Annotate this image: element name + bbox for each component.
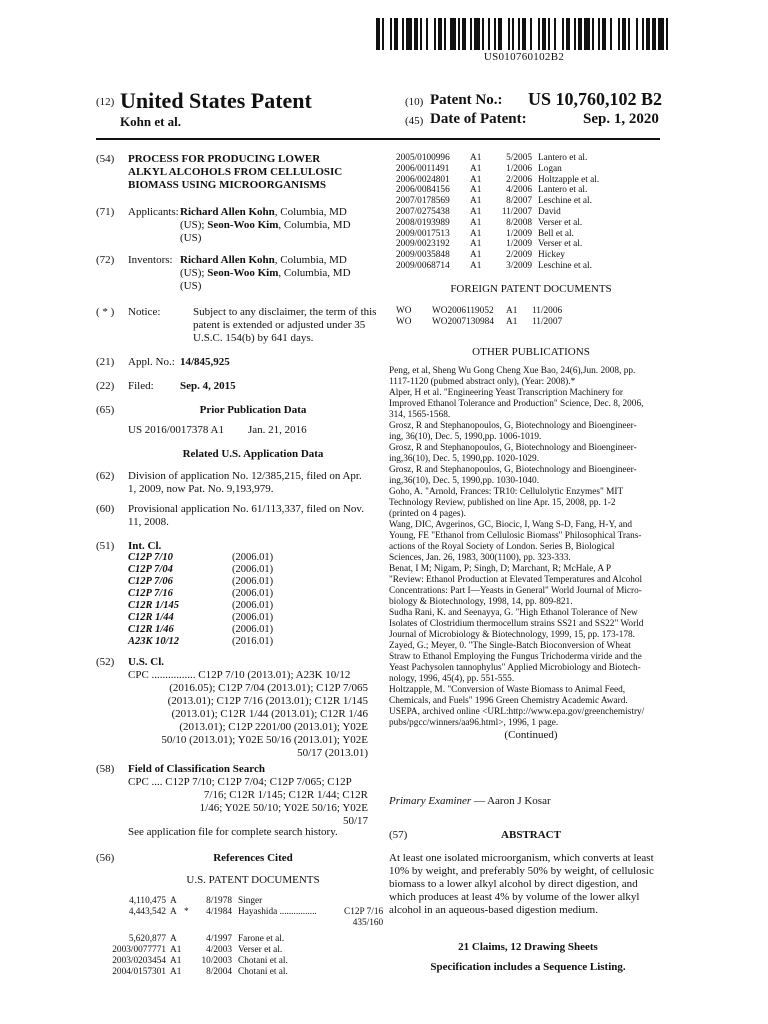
ipc-version: (2006.01) xyxy=(232,576,274,587)
header-rule xyxy=(96,138,660,140)
publication-line: Journal of Microbiology & Biotechnology, 1999, 15, pp. 173-178. xyxy=(389,630,635,640)
publication-line: ing,36(10), Dec. 5, 1990,pp. 1030-1040. xyxy=(389,476,540,486)
abstract-line: At least one isolated microorganism, which converts at least xyxy=(389,852,654,864)
publication-line: ing, 36(10), Dec. 5, 1990,pp. 1006-1019. xyxy=(389,432,542,442)
ipc-row xyxy=(128,612,273,624)
ref-row xyxy=(396,164,599,175)
publication-line: Grosz, R and Stephanopoulos, G, Biotechnology and Bioengineer- xyxy=(389,443,637,453)
notice-line: Subject to any disclaimer, the term of this xyxy=(193,306,377,318)
ref-number: 2008/0193989 xyxy=(396,217,450,228)
abstract-number: (57) xyxy=(389,829,408,841)
ipc-row xyxy=(128,624,273,636)
applicant-name: Richard Allen Kohn xyxy=(180,206,275,218)
ref-class xyxy=(344,967,383,978)
provisional-line: 11, 2008. xyxy=(128,516,169,528)
foreign-date: 11/2006 xyxy=(532,306,563,316)
publication-line: 314, 1565-1568. xyxy=(389,410,451,420)
primary-examiner xyxy=(389,795,551,808)
ref-row xyxy=(396,218,599,229)
publication-entry xyxy=(389,564,669,608)
ref-row xyxy=(96,956,383,967)
uscl-label: U.S. Cl. xyxy=(128,656,165,668)
ref-number: 2009/0068714 xyxy=(396,260,450,271)
ref-row xyxy=(96,896,383,907)
notice-number: ( * ) xyxy=(96,306,115,318)
title-number: (54) xyxy=(96,153,115,165)
publication-line: Alper, H et al. "Engineering Yeast Transcription Machinery for xyxy=(389,388,623,398)
ref-row xyxy=(396,153,599,164)
ref-date: 8/1978 xyxy=(206,896,232,906)
ref-row xyxy=(396,229,599,240)
publication-line: Yeast Pachysolen tannophylus" Applied Microbiology and Biotech- xyxy=(389,663,641,673)
publication-line: Sciences, Jan. 26, 1983, 300(1100), pp. 323-333. xyxy=(389,553,571,563)
ref-star xyxy=(184,945,196,956)
patent-no-label: Patent No.: xyxy=(430,92,503,108)
ref-date: 8/2007 xyxy=(506,196,532,207)
prior-date: Jan. 21, 2016 xyxy=(248,424,307,436)
publication-line: Grosz, R and Stephanopoulos, G, Biotechnology and Bioengineer- xyxy=(389,421,637,431)
publication-line: actions of the Royal Society of London. Series B, Biological xyxy=(389,542,615,552)
inventor-country: (US) xyxy=(180,280,202,292)
publication-line: Concentrations: Part I—Yeasts in General" World Journal of Micro- xyxy=(389,586,642,596)
ref-class xyxy=(344,928,383,945)
publication-line: Zayed, G.; Meyer, 0. "The Single-Batch Bioconversion of Wheat xyxy=(389,641,631,651)
ref-number: 2007/0178569 xyxy=(396,196,450,207)
ref-row xyxy=(96,945,383,956)
ref-number: 2006/0024801 xyxy=(396,174,450,185)
prior-pub: US 2016/0017378 A1 xyxy=(128,424,224,436)
ref-number: 2003/0203454 xyxy=(112,955,166,966)
inventors-label: Inventors: xyxy=(128,254,173,266)
ref-row xyxy=(396,196,599,207)
prior-heading: Prior Publication Data xyxy=(199,404,307,416)
ipc-code: C12R 1/44 xyxy=(128,612,174,623)
ipc-row xyxy=(128,636,273,648)
foreign-date: 11/2007 xyxy=(532,316,563,327)
patent-kind-title: United States Patent xyxy=(120,88,312,113)
appl-value: 14/845,925 xyxy=(180,356,230,368)
ref-kind: A1 xyxy=(470,228,482,239)
ref-kind: A1 xyxy=(170,966,182,977)
ref-class: 435/160 xyxy=(352,917,384,928)
ref-date: 3/2009 xyxy=(506,260,532,271)
ref-name: Chotani et al. xyxy=(238,955,288,966)
barcode-bar xyxy=(668,18,672,50)
ref-date: 2/2009 xyxy=(506,250,532,261)
inventors-value xyxy=(180,254,380,293)
filed-label: Filed: xyxy=(128,380,154,392)
publication-line: Goho, A. "Arnold, Frances: TR10: Cellulolytic Enzymes" MIT xyxy=(389,487,624,497)
ref-row xyxy=(96,907,383,918)
ref-number: 2009/0017513 xyxy=(396,228,450,239)
ref-number xyxy=(96,918,170,929)
ref-date xyxy=(196,918,238,929)
abstract-line: which produces at least 4% by volume of the lower alkyl xyxy=(389,891,640,903)
ref-row xyxy=(396,185,599,196)
ipc-code: A23K 10/12 xyxy=(128,636,180,647)
provisional-number: (60) xyxy=(96,503,115,515)
ref-number: 2006/0084156 xyxy=(396,185,450,196)
filed-value: Sep. 4, 2015 xyxy=(180,380,236,392)
ref-name: Singer xyxy=(238,896,263,906)
ipc-version: (2006.01) xyxy=(232,600,274,611)
publication-entry xyxy=(389,421,669,443)
ipc-row xyxy=(128,588,273,600)
ref-class xyxy=(344,956,383,967)
ref-row xyxy=(396,261,599,272)
field-line: 1/46; Y02E 50/10; Y02E 50/16; Y02E xyxy=(199,802,368,814)
other-publications xyxy=(389,366,669,729)
foreign-row xyxy=(396,317,562,328)
ref-number: 5,620,877 xyxy=(128,934,166,945)
ref-star xyxy=(184,967,196,978)
ipc-code: C12P 7/04 xyxy=(128,564,173,575)
kind-number: (12) xyxy=(96,96,115,108)
invention-title xyxy=(128,153,388,192)
notice-text xyxy=(193,306,383,345)
publication-line: (printed on 4 pages). xyxy=(389,509,466,519)
ref-star xyxy=(184,956,196,967)
ref-class xyxy=(344,896,383,907)
ipc-version: (2006.01) xyxy=(232,612,274,623)
field-number: (58) xyxy=(96,763,115,775)
ref-date: 10/2003 xyxy=(201,955,232,966)
ref-date: 4/2006 xyxy=(506,185,532,196)
publication-line: Young, FE "Ethanol from Cellulosic Biomass" Philosophical Trans- xyxy=(389,531,642,541)
barcode xyxy=(376,18,672,50)
ipc-row xyxy=(128,564,273,576)
foreign-country: WO xyxy=(396,316,412,327)
ref-date: 4/2003 xyxy=(206,945,232,956)
ref-name: Leschine et al. xyxy=(538,260,592,271)
ref-class: C12P 7/16 xyxy=(344,906,384,917)
ref-name: Logan xyxy=(538,163,562,174)
abstract-line: 10% by weight, and preferably 50% by weight, of cellulosic xyxy=(389,865,654,877)
ref-name xyxy=(238,918,344,929)
ref-date: 11/2007 xyxy=(501,206,532,217)
ref-star: * xyxy=(184,906,189,917)
publication-line: 1117-1120 (pubmed abstract only), (Year: 2008).* xyxy=(389,377,576,387)
ref-star xyxy=(184,928,196,945)
ref-kind: A1 xyxy=(470,174,482,185)
ipc-version: (2006.01) xyxy=(232,564,274,575)
ref-kind: A1 xyxy=(470,260,482,271)
abstract-line: biomass to a lower alkyl alcohol by direct digestion, and xyxy=(389,878,638,890)
ref-row xyxy=(396,207,599,218)
publication-entry xyxy=(389,685,669,729)
ref-number: 2005/0100996 xyxy=(396,153,450,163)
ref-number: 4,110,475 xyxy=(129,896,166,906)
ref-name: Hayashida ................ xyxy=(238,906,317,917)
ref-row xyxy=(396,239,599,250)
applicants-number: (71) xyxy=(96,206,115,218)
ipc-code: C12P 7/16 xyxy=(128,588,173,599)
ref-name: Verser et al. xyxy=(538,239,583,250)
ref-kind: A1 xyxy=(470,206,482,217)
ref-star xyxy=(184,896,196,907)
inventor-name: Richard Allen Kohn xyxy=(180,254,275,266)
inventors-number: (72) xyxy=(96,254,115,266)
ref-kind: A1 xyxy=(470,185,482,196)
publication-line: USEPA, archived online <URL:http://www.epa.gov/greenchemistry/ xyxy=(389,707,645,717)
ref-name: Lantero et al. xyxy=(538,153,588,163)
ref-date: 2/2006 xyxy=(506,174,532,185)
provisional-line: Provisional application No. 61/113,337, filed on Nov. xyxy=(128,503,364,515)
notice-line: patent is extended or adjusted under 35 xyxy=(193,319,366,331)
publication-number: US010760102B2 xyxy=(483,51,565,63)
ipc-code: C12R 1/145 xyxy=(128,600,180,611)
ref-row xyxy=(396,250,599,261)
publication-entry xyxy=(389,520,669,564)
title-line: BIOMASS USING MICROORGANISMS xyxy=(128,179,327,191)
ref-date: 5/2005 xyxy=(506,153,532,163)
publication-entry xyxy=(389,443,669,465)
ref-row xyxy=(96,918,383,929)
date-value: Sep. 1, 2020 xyxy=(583,111,659,127)
ref-date: 1/2006 xyxy=(506,163,532,174)
ref-number: 2003/0077771 xyxy=(112,945,166,956)
ref-date: 8/2008 xyxy=(506,217,532,228)
ref-kind: A xyxy=(170,906,177,917)
intcl-label: Int. Cl. xyxy=(128,540,162,552)
ipc-table xyxy=(128,552,273,648)
ref-number: 4,443,542 xyxy=(128,906,166,917)
ref-number: 2009/0023192 xyxy=(396,239,450,250)
ref-kind: A xyxy=(170,934,177,945)
ipc-version: (2006.01) xyxy=(232,624,274,635)
notice-line: U.S.C. 154(b) by 641 days. xyxy=(193,332,314,344)
patent-no-number: (10) xyxy=(405,96,424,108)
us-patent-docs-heading: U.S. PATENT DOCUMENTS xyxy=(186,874,320,886)
publication-line: Chemicals, and Fuels" 1996 Green Chemistry Academic Award. xyxy=(389,696,628,706)
division-line: Division of application No. 12/385,215, filed on Apr. xyxy=(128,470,362,482)
ref-number: 2009/0035848 xyxy=(396,250,450,261)
applicant-country: (US); xyxy=(180,219,208,231)
field-line: 7/16; C12R 1/145; C12R 1/44; C12R xyxy=(203,789,368,801)
publication-entry xyxy=(389,388,669,421)
publication-entry xyxy=(389,641,669,685)
ref-date: 1/2009 xyxy=(506,228,532,239)
intcl-number: (51) xyxy=(96,540,115,552)
uscl-number: (52) xyxy=(96,656,115,668)
publication-line: Wang, DIC, Avgerinos, GC, Biocic, I, Wang S-D, Fang, H-Y, and xyxy=(389,520,633,530)
ref-star xyxy=(184,918,196,929)
ipc-code: C12P 7/10 xyxy=(128,552,173,563)
inventor-name: Seon-Woo Kim xyxy=(207,267,279,279)
ipc-row xyxy=(128,552,273,564)
publication-line: Straw to Ethanol Employing the Fungus Trichoderma viride and the xyxy=(389,652,642,662)
appl-number: (21) xyxy=(96,356,115,368)
ref-name: Chotani et al. xyxy=(238,966,288,977)
ref-kind: A1 xyxy=(470,250,482,261)
inventors-short: Kohn et al. xyxy=(120,114,182,129)
division-text xyxy=(128,470,378,496)
publication-line: pubs/pgcc/winners/aa96.html>, 1996, 1 page. xyxy=(389,718,559,728)
ref-number: 2006/0011491 xyxy=(396,163,450,174)
publication-line: biology & Biotechnology, 1998, 14, pp. 809-821. xyxy=(389,597,573,607)
uscl-line: 50/10 (2013.01); Y02E 50/16 (2013.01); Y02E xyxy=(161,734,368,746)
ipc-row xyxy=(128,576,273,588)
inventor-location: , Columbia, MD xyxy=(278,267,351,279)
publication-entry xyxy=(389,366,669,388)
ref-name: Verser et al. xyxy=(238,945,283,956)
field-line: CPC .... C12P 7/10; C12P 7/04; C12P 7/065; C12P xyxy=(128,776,352,788)
notice-label: Notice: xyxy=(128,306,161,318)
provisional-text xyxy=(128,503,378,529)
ref-kind: A1 xyxy=(170,945,182,956)
ref-date: 8/2004 xyxy=(206,966,232,977)
inventor-location: , Columbia, MD xyxy=(274,254,347,266)
uscl-line: (2013.01); C12R 1/44 (2013.01); C12R 1/46 xyxy=(171,708,368,720)
refs-heading: References Cited xyxy=(213,852,293,864)
ref-number: 2004/0157301 xyxy=(112,966,166,977)
applicant-name: Seon-Woo Kim xyxy=(207,219,279,231)
ref-date: 1/2009 xyxy=(506,239,532,250)
inventor-country: (US); xyxy=(180,267,208,279)
related-heading: Related U.S. Application Data xyxy=(182,448,324,460)
uscl-text xyxy=(128,669,368,760)
foreign-refs-table xyxy=(396,306,562,328)
ref-kind xyxy=(170,918,184,929)
publication-line: nology, 1996, 45(4), pp. 551-555. xyxy=(389,674,515,684)
uscl-line: CPC ................ C12P 7/10 (2013.01); A23K 10/12 xyxy=(128,669,351,681)
foreign-number: WO2006119052 xyxy=(432,306,494,316)
division-line: 1, 2009, now Pat. No. 9,193,979. xyxy=(128,483,274,495)
ref-kind: A1 xyxy=(470,163,482,174)
prior-number: (65) xyxy=(96,404,115,416)
publication-line: Benat, I M; Nigam, P; Singh, D; Marchant, R; McHale, A P xyxy=(389,564,612,574)
ref-name: Lantero et al. xyxy=(538,185,588,196)
field-note: See application file for complete search history. xyxy=(128,826,338,838)
publication-line: Technology Review, published on line Apr. 15, 2008, pp. 1-2 xyxy=(389,498,616,508)
ref-kind: A1 xyxy=(470,217,482,228)
abstract-line: alcohol in an aqueous-based digestion medium. xyxy=(389,904,598,916)
ref-name: Verser et al. xyxy=(538,217,583,228)
claims-count: 21 Claims, 12 Drawing Sheets xyxy=(458,941,598,953)
publication-line: Isolates of Clostridium thermocellum strains SS21 and SS22" World xyxy=(389,619,644,629)
ref-name: Leschine et al. xyxy=(538,196,592,207)
field-text xyxy=(128,776,368,828)
filed-number: (22) xyxy=(96,380,115,392)
us-refs-left-table xyxy=(96,896,383,978)
uscl-line: 50/17 (2013.01) xyxy=(297,747,368,759)
foreign-row xyxy=(396,306,562,317)
date-number: (45) xyxy=(405,115,424,127)
field-label: Field of Classification Search xyxy=(128,763,265,775)
ref-name: Hickey xyxy=(538,250,565,261)
ref-date: 4/1997 xyxy=(206,934,232,945)
publication-line: Sudha Rani, K. and Seenayya, G. "High Ethanol Tolerance of New xyxy=(389,608,638,618)
applicant-location: , Columbia, MD xyxy=(278,219,351,231)
ipc-version: (2016.01) xyxy=(232,636,274,647)
publication-line: Grosz, R and Stephanopoulos, G, Biotechnology and Bioengineer- xyxy=(389,465,637,475)
division-number: (62) xyxy=(96,470,115,482)
ref-row xyxy=(96,928,383,945)
refs-number: (56) xyxy=(96,852,115,864)
publication-entry xyxy=(389,465,669,487)
uscl-line: (2016.05); C12P 7/04 (2013.01); C12P 7/065 xyxy=(169,682,368,694)
ref-name: Holtzapple et al. xyxy=(538,174,600,185)
foreign-kind: A1 xyxy=(506,306,518,316)
publication-line: ing,36(10), Dec. 5, 1990,pp. 1020-1029. xyxy=(389,454,540,464)
foreign-country: WO xyxy=(396,306,412,316)
ref-number: 2007/0275438 xyxy=(396,206,450,217)
title-line: PROCESS FOR PRODUCING LOWER xyxy=(128,153,321,165)
appl-label: Appl. No.: xyxy=(128,356,175,368)
field-line: 50/17 xyxy=(342,815,368,827)
examiner-label: Primary Examiner xyxy=(389,795,472,807)
uscl-line: (2013.01); C12P 2201/00 (2013.01); Y02E xyxy=(179,721,368,733)
title-line: ALKYL ALCOHOLS FROM CELLULOSIC xyxy=(128,166,343,178)
ipc-version: (2006.01) xyxy=(232,588,274,599)
foreign-kind: A1 xyxy=(506,316,518,327)
ref-date: 4/1984 xyxy=(206,906,232,917)
ipc-code: C12P 7/06 xyxy=(128,576,173,587)
abstract-heading: ABSTRACT xyxy=(501,829,561,841)
ref-kind: A1 xyxy=(470,153,482,163)
ref-name: Bell et al. xyxy=(538,228,574,239)
continued-label: (Continued) xyxy=(504,729,558,741)
applicants-value xyxy=(180,206,380,245)
ref-kind: A xyxy=(170,896,177,906)
ref-row xyxy=(396,175,599,186)
ref-name: David xyxy=(538,206,561,217)
ref-class xyxy=(344,945,383,956)
publication-line: "Review: Ethanol Production at Elevated Temperatures and Alcohol xyxy=(389,575,643,585)
us-refs-right-table xyxy=(396,153,599,272)
publication-entry xyxy=(389,487,669,520)
publication-line: Peng, et al, Sheng Wu Gong Cheng Xue Bao, 24(6),Jun. 2008, pp. xyxy=(389,366,636,376)
applicant-country: (US) xyxy=(180,232,202,244)
publication-line: Holtzapple, M. "Conversion of Waste Biomass to Animal Feed, xyxy=(389,685,626,695)
ref-name: Farone et al. xyxy=(238,934,285,945)
ipc-code: C12R 1/46 xyxy=(128,624,174,635)
date-label: Date of Patent: xyxy=(430,111,527,127)
foreign-number: WO2007130984 xyxy=(432,316,494,327)
ref-row xyxy=(96,967,383,978)
ref-kind: A1 xyxy=(170,955,182,966)
examiner-name: — Aaron J Kosar xyxy=(471,795,551,807)
applicant-location: , Columbia, MD xyxy=(274,206,347,218)
applicants-label: Applicants: xyxy=(128,206,179,218)
publication-entry xyxy=(389,608,669,641)
ref-kind: A1 xyxy=(470,196,482,207)
uscl-line: (2013.01); C12P 7/16 (2013.01); C12R 1/145 xyxy=(167,695,368,707)
ipc-row xyxy=(128,600,273,612)
abstract-text xyxy=(389,852,667,917)
publication-line: Improved Ethanol Tolerance and Production" Science, Dec. 8, 2006, xyxy=(389,399,644,409)
other-publications-heading: OTHER PUBLICATIONS xyxy=(472,346,590,358)
patent-no-value: US 10,760,102 B2 xyxy=(528,89,663,109)
sequence-note: Specification includes a Sequence Listing. xyxy=(430,961,626,973)
foreign-heading: FOREIGN PATENT DOCUMENTS xyxy=(450,283,612,295)
ref-kind: A1 xyxy=(470,239,482,250)
ipc-version: (2006.01) xyxy=(232,552,274,563)
